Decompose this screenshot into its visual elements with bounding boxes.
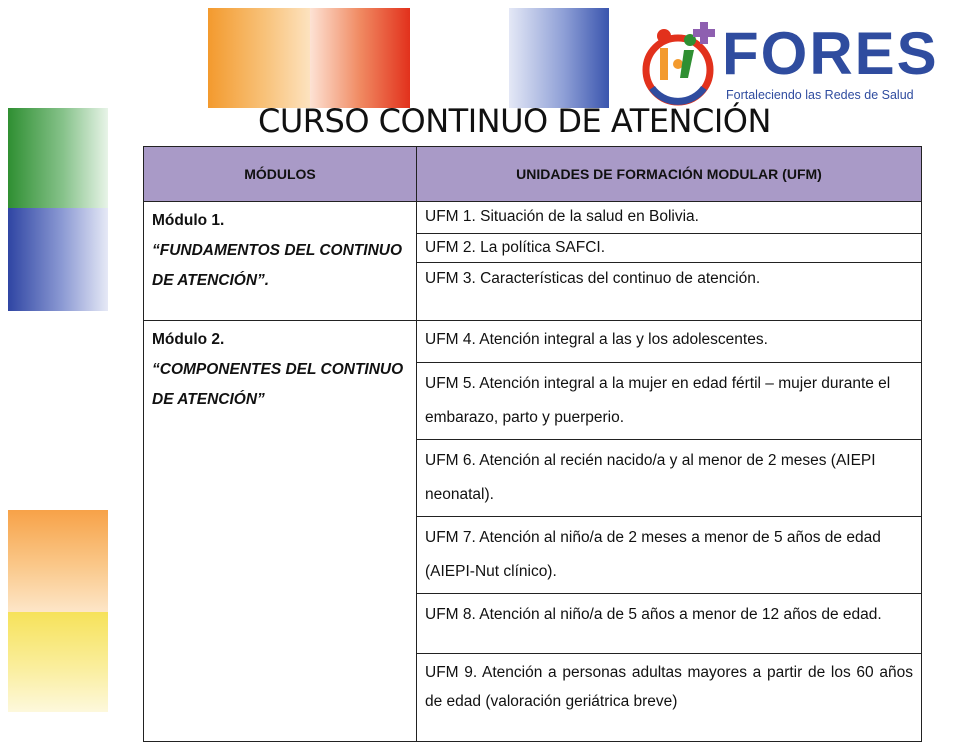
table-row xyxy=(144,202,922,234)
module-name: “FUNDAMENTOS DEL CONTINUO DE ATENCIÓN”. xyxy=(152,242,403,289)
decorative-square-orange-left xyxy=(8,510,108,612)
header-modules: MÓDULOS xyxy=(144,147,417,202)
page-title: CURSO CONTINUO DE ATENCIÓN xyxy=(258,102,771,140)
course-table xyxy=(143,146,922,742)
module-label: Módulo 1. xyxy=(152,212,225,229)
decorative-square-green xyxy=(8,108,108,208)
module-name: “COMPONENTES DEL CONTINUO DE ATENCIÓN” xyxy=(152,361,404,408)
ufm-cell: UFM 7. Atención al niño/a de 2 meses a menor de 5 años de edad (AIEPI-Nut clínico). xyxy=(417,517,922,594)
family-emblem-icon xyxy=(638,18,722,110)
ufm-cell: UFM 9. Atención a personas adultas mayores a partir de los 60 años de edad (valoración geriátrica breve) xyxy=(417,654,922,742)
module-label: Módulo 2. xyxy=(152,331,225,348)
decorative-square-red xyxy=(310,8,410,108)
ufm-cell: UFM 8. Atención al niño/a de 5 años a menor de 12 años de edad. xyxy=(417,594,922,654)
decorative-square-blue-left xyxy=(8,208,108,311)
header-ufm: UNIDADES DE FORMACIÓN MODULAR (UFM) xyxy=(417,147,922,202)
module-1-cell xyxy=(144,202,417,321)
decorative-square-orange xyxy=(208,8,312,108)
ufm-cell: UFM 4. Atención integral a las y los adolescentes. xyxy=(417,321,922,363)
ufm-cell: UFM 2. La política SAFCI. xyxy=(417,234,922,263)
decorative-square-blue xyxy=(509,8,609,108)
fores-logo xyxy=(638,18,939,110)
ufm-cell: UFM 6. Atención al recién nacido/a y al menor de 2 meses (AIEPI neonatal). xyxy=(417,440,922,517)
module-2-cell xyxy=(144,321,417,742)
ufm-cell: UFM 5. Atención integral a la mujer en edad fértil – mujer durante el embarazo, parto y puerperio. xyxy=(417,363,922,440)
table-row xyxy=(144,321,922,363)
logo-tagline: Fortaleciendo las Redes de Salud xyxy=(726,88,914,102)
logo-brand-text: FORES xyxy=(722,20,939,87)
ufm-cell: UFM 1. Situación de la salud en Bolivia. xyxy=(417,202,922,234)
decorative-square-yellow xyxy=(8,612,108,712)
table-header-row xyxy=(144,147,922,202)
ufm-cell: UFM 3. Características del continuo de atención. xyxy=(417,263,922,321)
